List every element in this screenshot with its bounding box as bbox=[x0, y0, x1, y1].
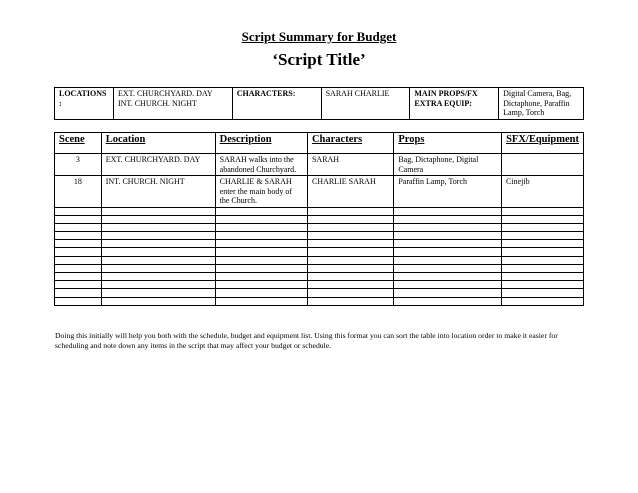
empty-cell bbox=[215, 232, 307, 240]
summary-row bbox=[55, 88, 584, 120]
scene-table bbox=[54, 132, 584, 306]
empty-cell bbox=[394, 281, 502, 289]
empty-table-row bbox=[55, 297, 584, 305]
cell-characters: SARAH bbox=[307, 154, 393, 176]
empty-cell bbox=[307, 207, 393, 215]
script-title: ‘Script Title’ bbox=[272, 50, 366, 69]
empty-table-row bbox=[55, 256, 584, 264]
header-description: Description bbox=[215, 133, 307, 154]
empty-cell bbox=[101, 223, 215, 231]
empty-cell bbox=[55, 223, 102, 231]
empty-table-row bbox=[55, 264, 584, 272]
empty-cell bbox=[307, 232, 393, 240]
header-sfx: SFX/Equipment bbox=[502, 133, 584, 154]
empty-table-row bbox=[55, 289, 584, 297]
empty-cell bbox=[55, 207, 102, 215]
empty-cell bbox=[215, 248, 307, 256]
cell-sfx bbox=[502, 154, 584, 176]
empty-cell bbox=[307, 223, 393, 231]
characters-value: SARAH CHARLIE bbox=[321, 88, 410, 120]
cell-scene: 3 bbox=[55, 154, 102, 176]
characters-label: CHARACTERS: bbox=[232, 88, 321, 120]
empty-cell bbox=[394, 207, 502, 215]
locations-label: LOCATIONS : bbox=[55, 88, 114, 120]
empty-cell bbox=[55, 248, 102, 256]
table-row bbox=[55, 154, 584, 176]
cell-scene: 18 bbox=[55, 176, 102, 208]
empty-cell bbox=[394, 240, 502, 248]
empty-cell bbox=[101, 215, 215, 223]
empty-cell bbox=[101, 289, 215, 297]
footer-note: Doing this initially will help you both with the schedule, budget and equipment list. Using this format you can sort the table into location order to make it easier for scheduling and note down any items in the script that may affect your budget or schedule. bbox=[55, 331, 558, 350]
cell-sfx: Cinejib bbox=[502, 176, 584, 208]
empty-cell bbox=[215, 215, 307, 223]
empty-cell bbox=[394, 215, 502, 223]
cell-description: CHARLIE & SARAH enter the main body of the Church. bbox=[215, 176, 307, 208]
empty-cell bbox=[307, 256, 393, 264]
empty-cell bbox=[101, 297, 215, 305]
empty-cell bbox=[215, 256, 307, 264]
header-scene: Scene bbox=[55, 133, 102, 154]
cell-location: EXT. CHURCHYARD. DAY bbox=[101, 154, 215, 176]
empty-cell bbox=[502, 215, 584, 223]
empty-cell bbox=[394, 248, 502, 256]
props-value: Digital Camera, Bag, Dictaphone, Paraffin Lamp, Torch bbox=[499, 88, 584, 120]
empty-cell bbox=[55, 289, 102, 297]
empty-cell bbox=[502, 256, 584, 264]
empty-cell bbox=[101, 240, 215, 248]
empty-cell bbox=[101, 281, 215, 289]
empty-cell bbox=[307, 273, 393, 281]
cell-props: Paraffin Lamp, Torch bbox=[394, 176, 502, 208]
empty-cell bbox=[307, 248, 393, 256]
empty-cell bbox=[502, 223, 584, 231]
empty-cell bbox=[215, 207, 307, 215]
empty-cell bbox=[502, 264, 584, 272]
table-row bbox=[55, 176, 584, 208]
empty-cell bbox=[502, 281, 584, 289]
empty-cell bbox=[55, 215, 102, 223]
empty-cell bbox=[394, 232, 502, 240]
empty-cell bbox=[55, 232, 102, 240]
locations-value: EXT. CHURCHYARD. DAY INT. CHURCH. NIGHT bbox=[113, 88, 232, 120]
empty-table-row bbox=[55, 248, 584, 256]
empty-cell bbox=[502, 232, 584, 240]
empty-cell bbox=[101, 256, 215, 264]
summary-table bbox=[54, 87, 584, 120]
empty-cell bbox=[55, 281, 102, 289]
empty-cell bbox=[215, 264, 307, 272]
empty-cell bbox=[215, 289, 307, 297]
empty-cell bbox=[55, 297, 102, 305]
empty-cell bbox=[394, 273, 502, 281]
empty-cell bbox=[394, 264, 502, 272]
empty-cell bbox=[215, 297, 307, 305]
props-label: MAIN PROPS/FX EXTRA EQUIP: bbox=[410, 88, 499, 120]
empty-cell bbox=[502, 207, 584, 215]
empty-cell bbox=[307, 281, 393, 289]
empty-cell bbox=[55, 256, 102, 264]
cell-props: Bag, Dictaphone, Digital Camera bbox=[394, 154, 502, 176]
empty-cell bbox=[502, 273, 584, 281]
empty-cell bbox=[307, 264, 393, 272]
empty-table-row bbox=[55, 273, 584, 281]
empty-cell bbox=[394, 297, 502, 305]
empty-cell bbox=[307, 289, 393, 297]
empty-cell bbox=[215, 281, 307, 289]
empty-cell bbox=[215, 240, 307, 248]
empty-cell bbox=[394, 289, 502, 297]
empty-table-row bbox=[55, 223, 584, 231]
document-title: Script Summary for Budget bbox=[241, 29, 397, 44]
empty-table-row bbox=[55, 281, 584, 289]
cell-description: SARAH walks into the abandoned Churchyard. bbox=[215, 154, 307, 176]
empty-cell bbox=[502, 248, 584, 256]
empty-cell bbox=[502, 289, 584, 297]
empty-cell bbox=[55, 264, 102, 272]
empty-cell bbox=[502, 297, 584, 305]
cell-characters: CHARLIE SARAH bbox=[307, 176, 393, 208]
empty-cell bbox=[55, 273, 102, 281]
empty-cell bbox=[55, 240, 102, 248]
empty-cell bbox=[394, 223, 502, 231]
empty-cell bbox=[101, 232, 215, 240]
empty-cell bbox=[101, 264, 215, 272]
empty-cell bbox=[215, 273, 307, 281]
empty-cell bbox=[502, 240, 584, 248]
empty-table-row bbox=[55, 232, 584, 240]
empty-cell bbox=[101, 207, 215, 215]
empty-cell bbox=[101, 273, 215, 281]
empty-table-row bbox=[55, 207, 584, 215]
empty-cell bbox=[307, 297, 393, 305]
empty-cell bbox=[307, 240, 393, 248]
table-header-row bbox=[55, 133, 584, 154]
empty-cell bbox=[307, 215, 393, 223]
empty-table-row bbox=[55, 215, 584, 223]
empty-cell bbox=[101, 248, 215, 256]
header-location: Location bbox=[101, 133, 215, 154]
empty-cell bbox=[215, 223, 307, 231]
empty-table-row bbox=[55, 240, 584, 248]
cell-location: INT. CHURCH. NIGHT bbox=[101, 176, 215, 208]
header-characters: Characters bbox=[307, 133, 393, 154]
header-props: Props bbox=[394, 133, 502, 154]
empty-cell bbox=[394, 256, 502, 264]
